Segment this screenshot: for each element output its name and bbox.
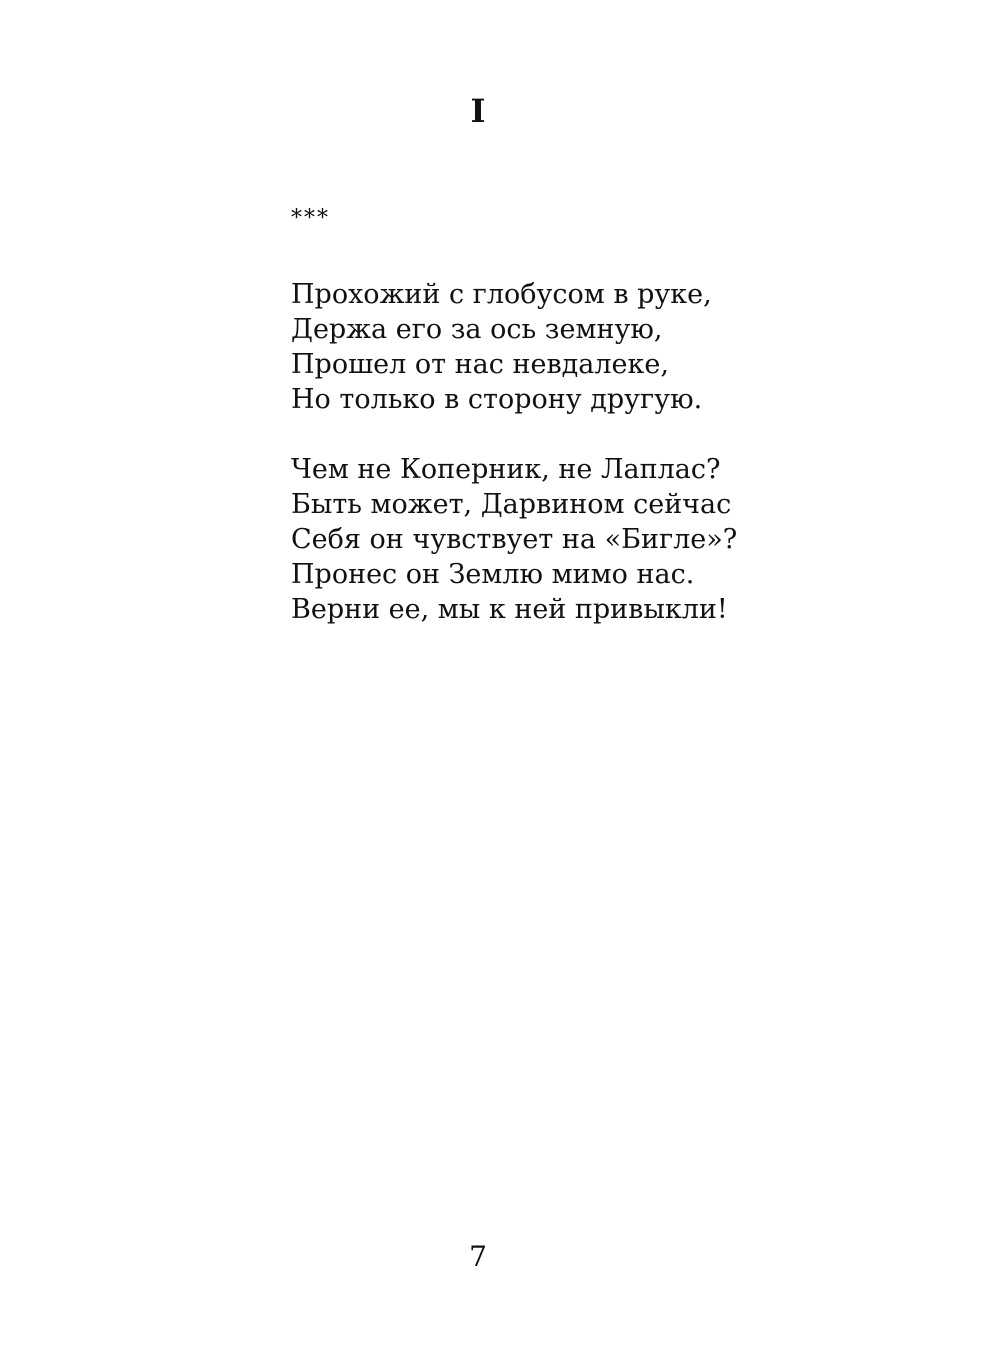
poem-line: Держа его за ось земную, bbox=[291, 314, 663, 345]
poem-line: Пронес он Землю мимо нас. bbox=[291, 559, 695, 590]
poem-line: Прохожий с глобусом в руке, bbox=[291, 279, 712, 310]
page-number: 7 bbox=[469, 1240, 487, 1273]
stanza-2 bbox=[291, 452, 931, 627]
poem-line: Прошел от нас невдалеке, bbox=[291, 349, 669, 380]
chapter-title: I bbox=[470, 92, 486, 130]
poem-separator: *** bbox=[291, 206, 330, 231]
poem-line: Но только в сторону другую. bbox=[291, 384, 703, 415]
poem-body bbox=[291, 277, 931, 627]
stanza-1 bbox=[291, 277, 931, 417]
poem-line: Быть может, Дарвином сейчас bbox=[291, 489, 732, 520]
poem-line: Верни ее, мы к ней привыкли! bbox=[291, 594, 728, 625]
poem-line: Чем не Коперник, не Лаплас? bbox=[291, 454, 721, 485]
poem-line: Себя он чувствует на «Бигле»? bbox=[291, 524, 738, 555]
